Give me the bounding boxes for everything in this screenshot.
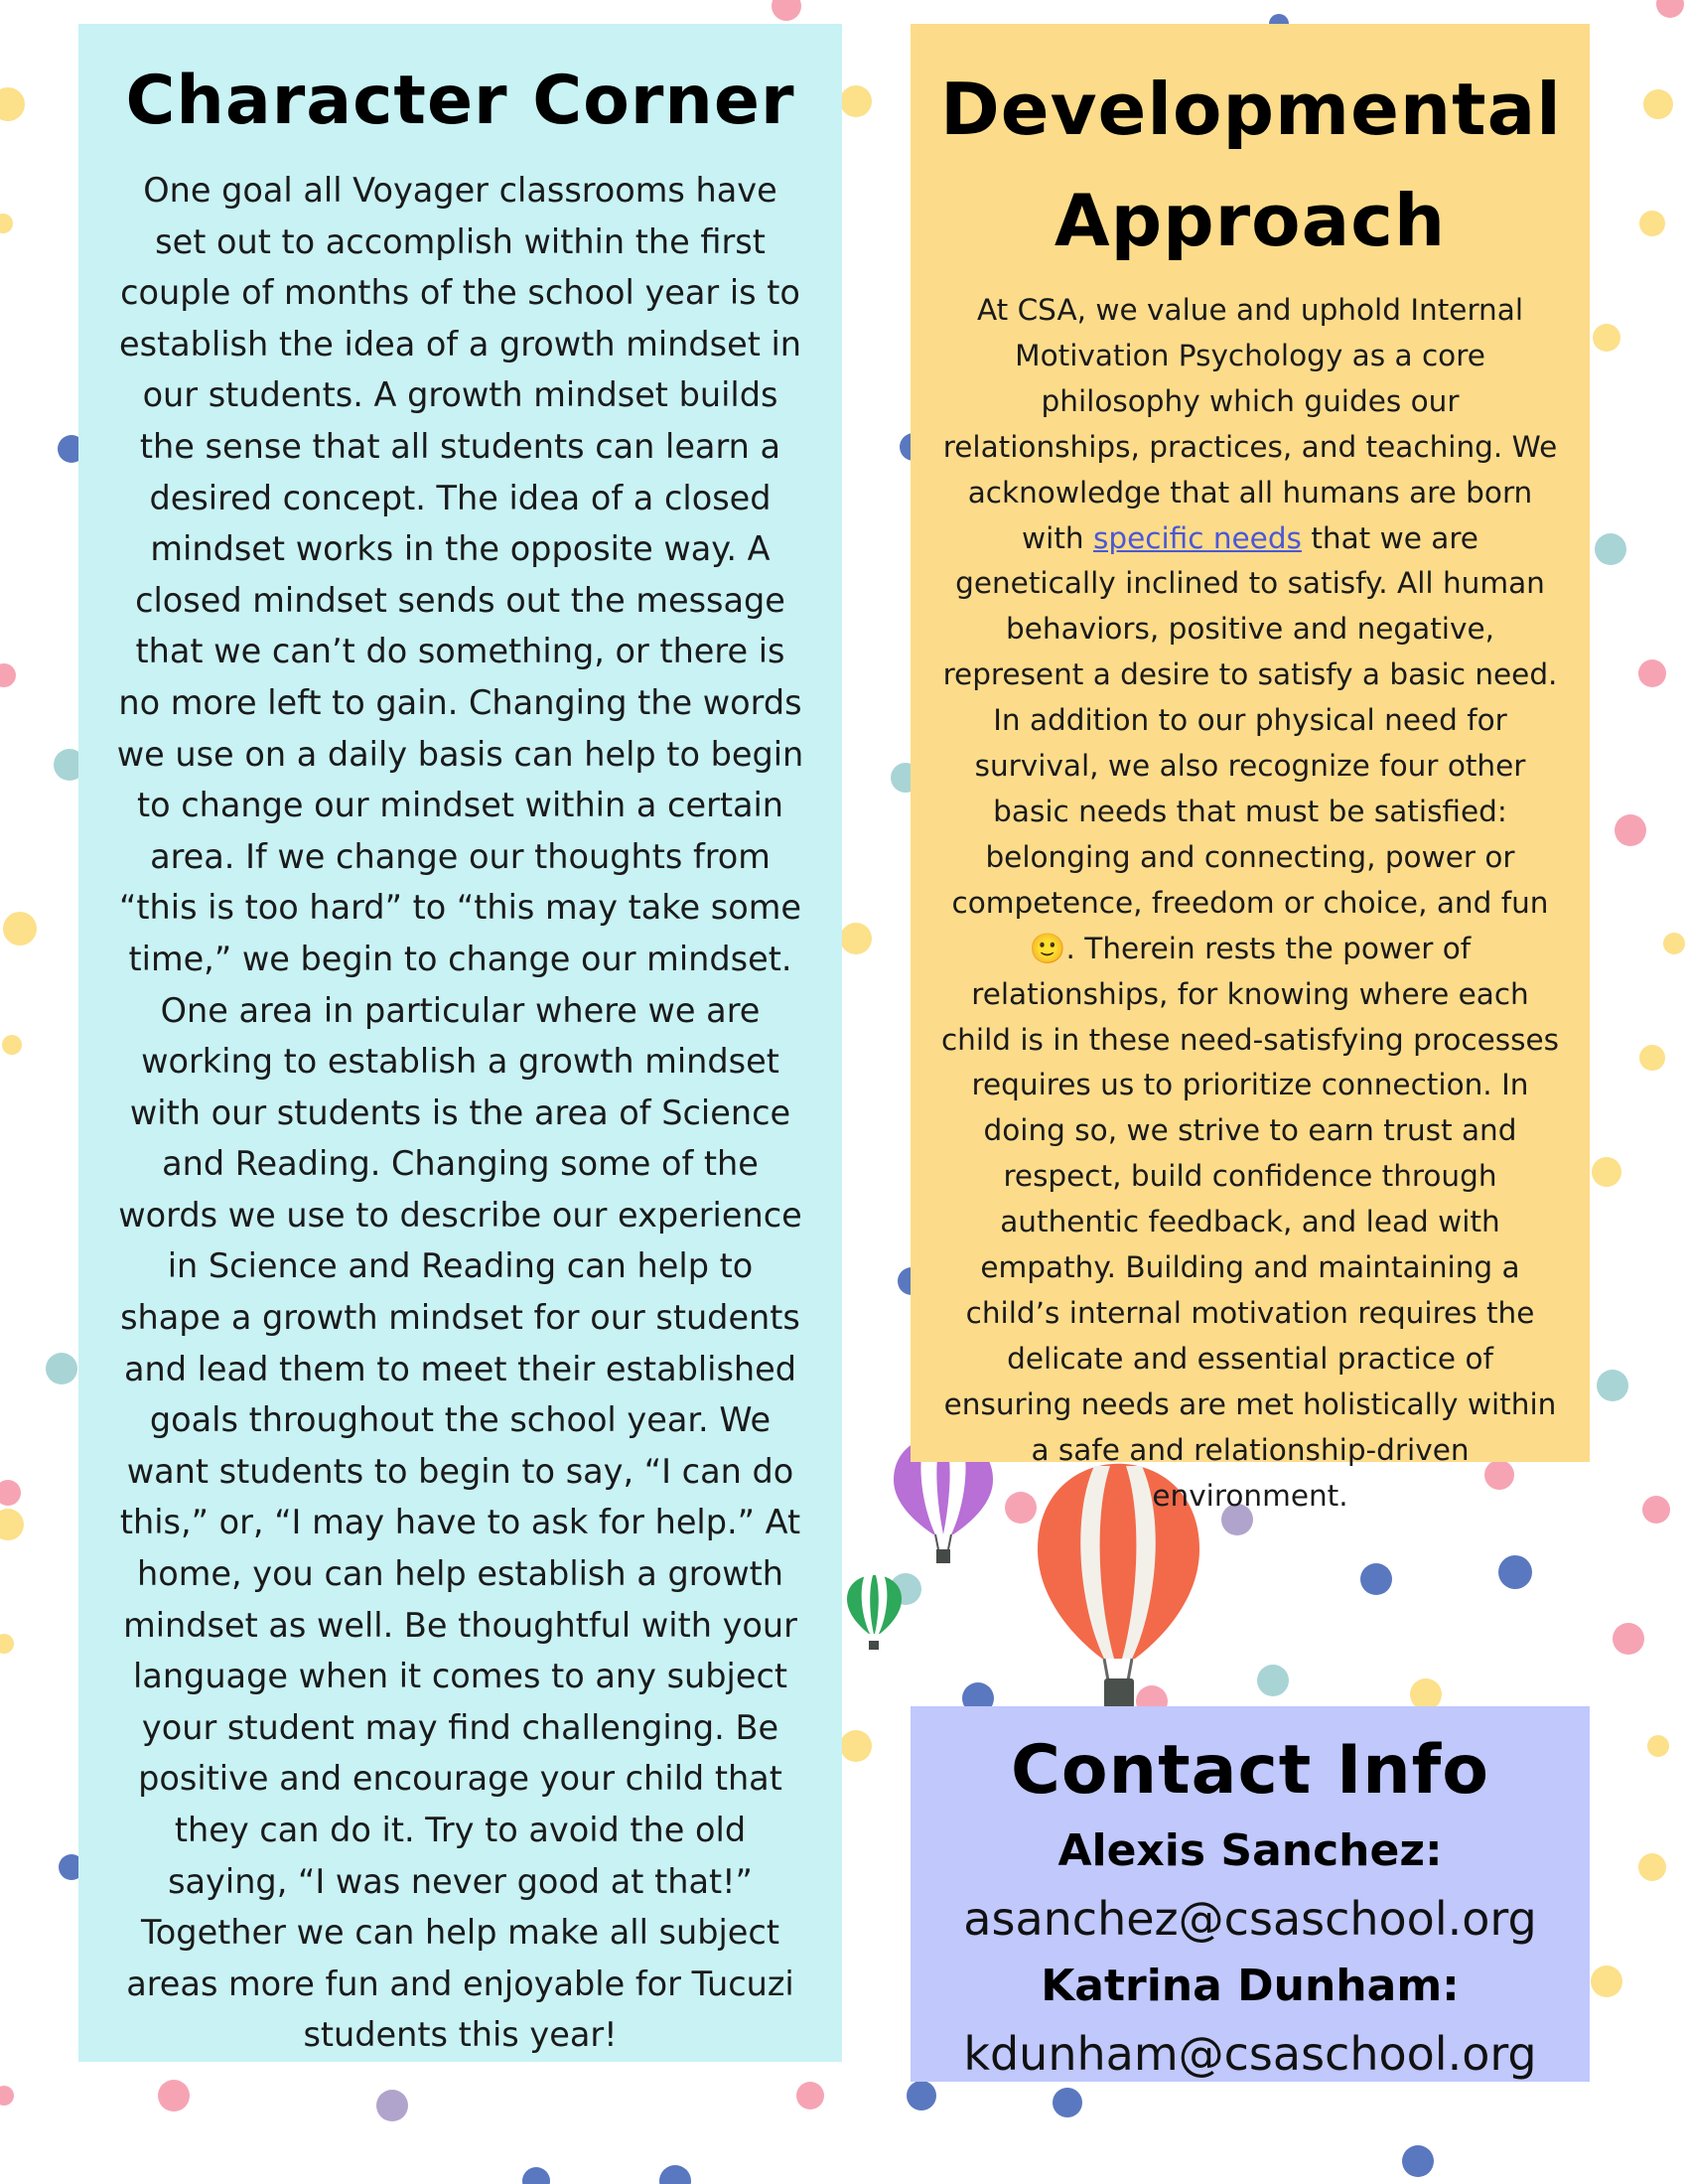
- contact-entry: [930, 1818, 1570, 1953]
- developmental-body-part-3: . Therein rests the power of relationships, for knowing where each child is in these need-satisfying processes requires us to prioritize connection. In doing so, we strive to earn trust and respect, build confidence through authentic feedback, and lead with empathy. Building and maintaining a child’s internal motivation requires the delicate and essential practice of ensuring needs are met holistically within a safe and relationship-driven environment.: [940, 931, 1560, 1513]
- specific-needs-link[interactable]: specific needs: [1093, 520, 1302, 555]
- developmental-approach-title: Developmental Approach: [940, 68, 1562, 262]
- contact-name: Katrina Dunham:: [1041, 1961, 1460, 2011]
- character-corner-body: One goal all Voyager classrooms have set out to accomplish within the first couple of months of the school year is to establish the idea of a growth mindset in our students. A growth mindset builds the sense that all students can learn a desired concept. The idea of a closed mindset works in the opposite way. A closed mindset sends out the message that we can’t do something, or there is no more left to gain. Changing the words we use on a daily basis can help to begin to change our mindset within a certain area. If we change our thoughts from “this is too hard” to “this may take some time,” we begin to change our mindset. One area in particular where we are working to establish a growth mindset with our students is the area of Science and Reading. Changing some of the words we use to describe our experience in Science and Reading can help to shape a growth mindset for our students and lead them to meet their established goals throughout the school year. We want students to begin to say, “I can do this,” or, “I may have to ask for help.” At home, you can help establish a growth mindset as well. Be thoughtful with your language when it comes to any subject your student may find challenging. Be positive and encourage your child that they can do it. Try to avoid the old saying, “I was never good at that!” Together we can help make all subject areas more fun and enjoyable for Tucuzi students this year!: [116, 171, 804, 2055]
- character-corner-title: Character Corner: [125, 62, 795, 140]
- contact-name: Alexis Sanchez:: [1057, 1825, 1443, 1876]
- contact-entry: [930, 1953, 1570, 2088]
- smiley-emoji-icon: 🙂: [1029, 931, 1066, 965]
- contact-email[interactable]: asanchez@csaschool.org: [963, 1892, 1537, 1946]
- contact-info-panel: [911, 1706, 1590, 2082]
- developmental-body-part-1: At CSA, we value and uphold Internal Motivation Psychology as a core philosophy which guides our relationships, practices, and teaching. We acknowledge that all humans are born with: [942, 293, 1558, 555]
- developmental-approach-body: [940, 288, 1560, 1519]
- contact-info-title: Contact Info: [1011, 1731, 1489, 1810]
- green-balloon-icon: [847, 1572, 902, 1650]
- developmental-approach-panel: [911, 24, 1590, 1513]
- character-corner-panel: [78, 24, 842, 2062]
- contact-email[interactable]: kdunham@csaschool.org: [963, 2027, 1537, 2081]
- developmental-body-part-2: that we are genetically inclined to satisfy. All human behaviors, positive and negative, represent a desire to satisfy a basic need. In addition to our physical need for survival, we also recognize four other basic needs that must be satisfied: belonging and connecting, power or competence, freedom or choice, and fun: [942, 520, 1558, 920]
